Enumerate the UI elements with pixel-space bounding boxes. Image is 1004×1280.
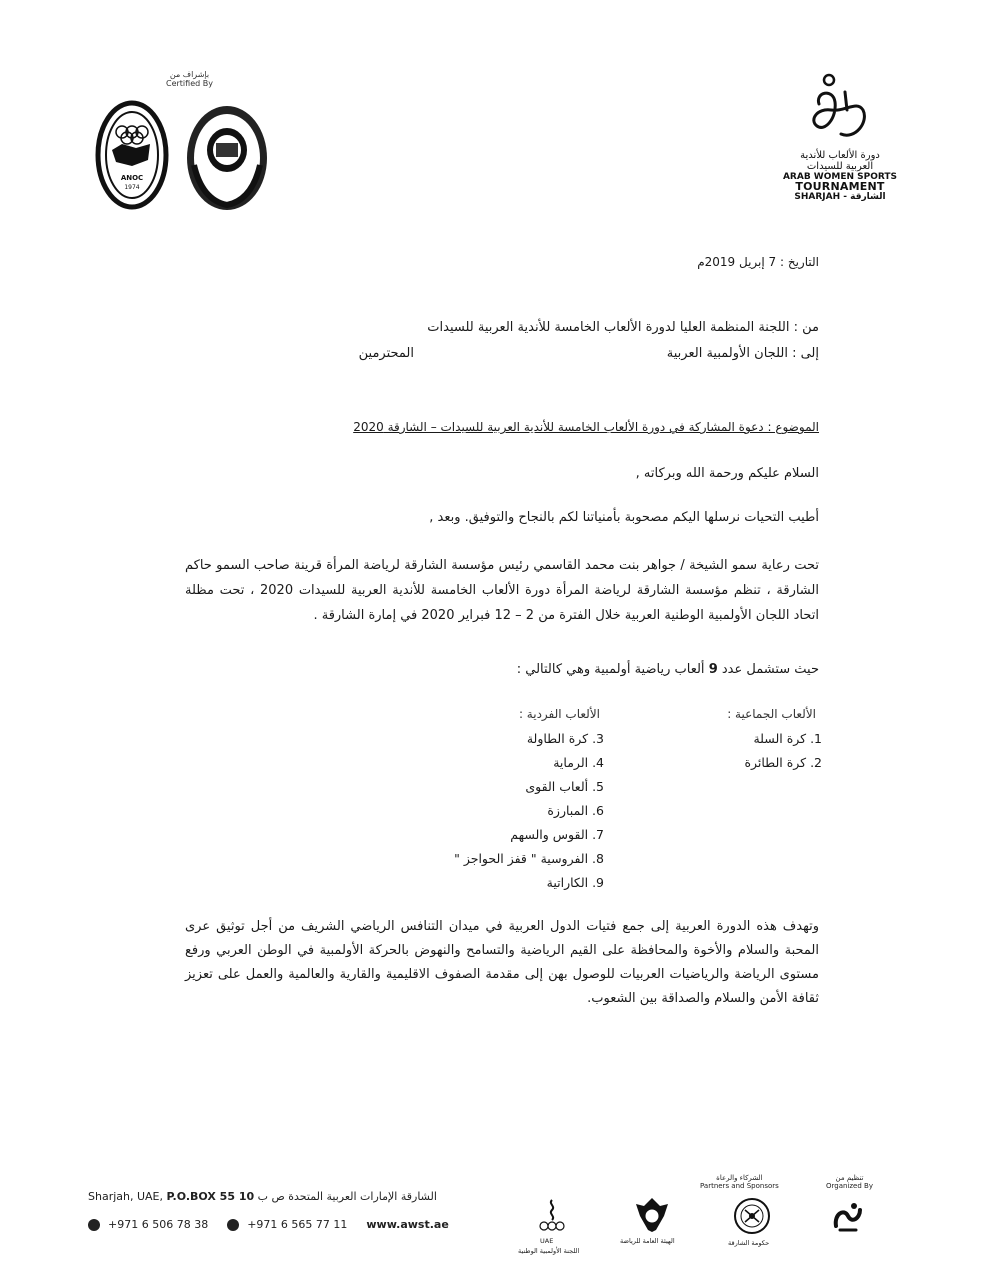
- arab-league-emblem-icon: [187, 106, 267, 210]
- footer-fax: +971 6 565 77 11: [247, 1218, 348, 1231]
- brand-arabic-line-2: العربية للسيدات: [806, 161, 874, 172]
- uae-label: UAE: [540, 1237, 554, 1245]
- individual-game-item: 9. الكاراتية: [546, 875, 604, 890]
- anoc-arab-league-logos: [92, 70, 282, 210]
- team-game-item: 2. كرة الطائرة: [744, 755, 822, 770]
- letter-respect: المحترمين: [358, 346, 414, 361]
- individual-game-item: 6. المبارزة: [547, 803, 604, 818]
- organizer-logo-icon: [830, 1200, 866, 1236]
- brand-english-line-1: ARAB WOMEN SPORTS: [782, 172, 898, 182]
- svg-text:ANOC: ANOC: [120, 174, 144, 182]
- organized-by-label: تنظيم من Organized By: [826, 1174, 873, 1190]
- letter-to: إلى : اللجان الأولمبية العربية: [666, 346, 819, 361]
- games-count-line: حيث ستشمل عدد 9 ألعاب رياضية أولمبية وهي كالتالي :: [516, 662, 819, 677]
- individual-game-item: 3. كرة الطاولة: [526, 731, 604, 746]
- anoc-logo-icon: [98, 103, 166, 207]
- team-game-item: 1. كرة السلة: [753, 731, 822, 746]
- uae-emblem-icon: [632, 1196, 672, 1234]
- letter-subject: الموضوع : دعوة المشاركة في دورة الألعاب الخامسة للأندية العربية للسيدات – الشارقة 2020: [353, 420, 819, 434]
- footer-phone: +971 6 506 78 38: [108, 1218, 209, 1231]
- sports-authority-label: الهيئة العامة للرياضة: [620, 1237, 675, 1245]
- letter-paragraph-1: تحت رعاية سمو الشيخة / جواهر بنت محمد القاسمي رئيس مؤسسة الشارقة لرياضة المرأة قرينة صاحب السمو حاكم الشارقة ، تنظم مؤسسة الشارقة لرياضة المرأة دورة الألعاب الخامسة للأندية العربية للسيدات 2020 ، تحت مظلة اتحاد اللجان الأولمبية الوطنية العربية خلال الفترة من 2 – 12 فبراير 2020 في إمارة الشارقة .: [185, 558, 819, 623]
- letter-paragraph-2: وتهدف هذه الدورة العربية إلى جمع فتيات الدول العربية في ميدان التنافس الرياضي الشريف من أجل توثيق عرى المحبة والسلام والأخوة والمحافظة على القيم الرياضية والتسامح والنهوض بالحركة الأولمبية في الوطن العربي ورفع مستوى الرياضة والرياضيات العربيات للوصول بهن إلى مقدمة الصفوف الاقليمية والقارية والعالمية والعمل على تعزيز ثقافة الأمن والسلام والصداقة بين الشعوب.: [185, 919, 819, 1006]
- team-games-header: الألعاب الجماعية :: [727, 707, 816, 721]
- letter-intro: أطيب التحيات نرسلها اليكم مصحوبة بأمنياتنا لكم بالنجاح والتوفيق. وبعد ,: [429, 510, 819, 525]
- uae-olympic-logo-icon: [530, 1196, 574, 1236]
- letter-greeting: السلام عليكم ورحمة الله وبركاته ,: [635, 466, 819, 481]
- svg-text:1974: 1974: [124, 184, 140, 191]
- individual-game-item: 8. الفروسية " قفز الحواجز ": [454, 851, 604, 866]
- olympic-committee-label: اللجنة الأولمبية الوطنية: [518, 1247, 580, 1255]
- brand-english-line-2: TOURNAMENT: [795, 180, 885, 193]
- brand-english-line-3: SHARJAH - الشارقة: [794, 192, 886, 202]
- letter-from: من : اللجنة المنظمة العليا لدورة الألعاب الخامسة للأندية العربية للسيدات: [427, 320, 819, 335]
- games-count: 9: [708, 662, 718, 677]
- footer-contact: [88, 1218, 449, 1231]
- brand-arabic-line-1: دورة الألعاب للأندية: [800, 150, 880, 161]
- phone-icon: [88, 1219, 100, 1231]
- sharjah-government-logo-icon: [732, 1196, 772, 1236]
- fax-icon: [227, 1219, 239, 1231]
- individual-game-item: 4. الرماية: [553, 755, 604, 770]
- footer-website-link[interactable]: www.awst.ae: [366, 1218, 449, 1231]
- tournament-logo-icon: [805, 70, 875, 150]
- individual-game-item: 5. ألعاب القوى: [525, 779, 604, 794]
- certified-by-label: بإشراف من Certified By: [166, 70, 213, 88]
- individual-games-header: الألعاب الفردية :: [518, 707, 600, 721]
- sharjah-government-label: حكومة الشارقة: [728, 1239, 770, 1247]
- tournament-brand: [780, 70, 900, 220]
- partners-label: الشركاء والرعاة Partners and Sponsors: [700, 1174, 779, 1190]
- individual-game-item: 7. القوس والسهم: [510, 827, 604, 842]
- footer-address: Sharjah, UAE, P.O.BOX 55 10 الشارقة الإمارات العربية المتحدة ص ب: [88, 1190, 437, 1203]
- letter-date: التاريخ : 7 إبريل 2019م: [697, 255, 819, 269]
